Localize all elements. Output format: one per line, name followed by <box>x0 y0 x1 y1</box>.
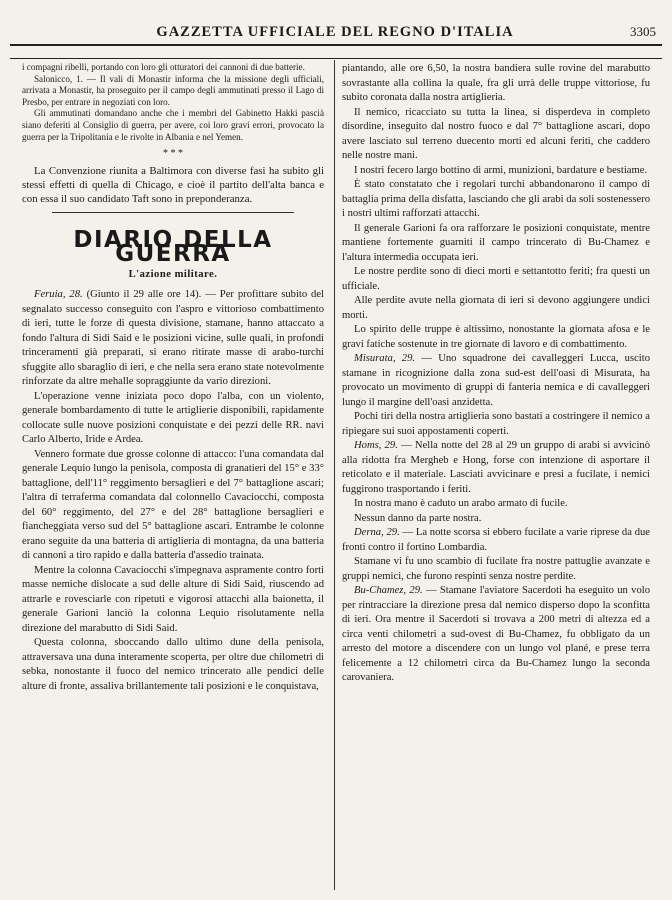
paragraph-text: È stato constatato che i regolari turchi abbandonarono il campo di battaglia prima della disfatta, lasciando che gli arabi da soli sostenessero i nostri ultimi rafforzati attacchi. <box>342 179 650 219</box>
paragraph-text: Le nostre perdite sono di dieci morti e settantotto feriti; fra questi un ufficiale. <box>342 266 650 292</box>
article-paragraph <box>342 497 650 512</box>
paragraph-text: I nostri fecero largo bottino di armi, munizioni, bardature e bestiame. <box>354 164 648 176</box>
paragraph-text: Il nemico, ricacciato su tutta la linea, si disperdeva in completo disordine, inseguito dal nostro fuoco e dal 7° battaglione ascari, dopo avere lasciato sul terreno duecento morti ed alcuni feriti, che caddero nelle nostre mani. <box>342 106 650 161</box>
header-rule-thin <box>10 58 662 59</box>
article-paragraph <box>342 410 650 439</box>
news-briefs <box>22 62 324 143</box>
article-paragraph <box>342 555 650 584</box>
article-paragraph <box>342 62 650 106</box>
column-divider <box>334 60 335 890</box>
subheading: L'azione militare. <box>128 268 218 280</box>
dateline: Misurata, 29. <box>354 353 416 364</box>
paragraph-text: In nostra mano è caduto un arabo armato di fucile. <box>354 498 568 509</box>
article-paragraph <box>342 526 650 555</box>
paragraph-text: Vennero formate due grosse colonne di attacco: l'una comandata dal generale Lequio lungo la penisola, composta di granatieri del 15° e 33° battaglione, dell'11° reggimento bersaglieri e del 7° battaglione ascari; l'altra di terraferma comandata dal colonnello Cavaciocchi, composta del 60° reggimento, del 27° e del 28° battaglione bersaglieri e fiancheggiata verso sud del 5° battaglione ascari. Entrambe le colonne erano seguite da una batteria di artiglieria di montagna, da una batteria di cannoni a tiro rapido e dalla batteria d'assedio trainata. <box>22 448 324 562</box>
dateline: Feruia, 28. <box>34 289 83 301</box>
section-title: DIARIO DELLA GUERRA <box>73 226 273 268</box>
article-paragraph <box>22 564 324 637</box>
article-paragraph <box>342 294 650 323</box>
paragraph-text: Il generale Garioni fa ora rafforzare le posizioni conquistate, mentre mantiene fortemente guarniti il campo trincerato di Bu-Chamez e l'altura intermedia occupata ieri. <box>342 222 650 263</box>
brief-paragraph: i compagni ribelli, portando con loro gli otturatori dei cannoni di due batterie. <box>22 62 305 72</box>
paragraph-text: — Uno squadrone dei cavalleggeri Lucca, uscito stamane in ricognizione dalla zona sud-est dell'oasi di Misurata, ha provocato un movimento di gruppi di fanteria nemica e di cavalleggeri lungo il margine dell'oasi anzidetta. <box>342 353 650 408</box>
paragraph-text: Alle perdite avute nella giornata di ieri si devono aggiungere undici morti. <box>342 295 650 321</box>
dateline: Homs, 29. <box>354 440 398 451</box>
section-divider <box>52 212 294 213</box>
paragraph-text: — La notte scorsa si ebbero fucilate a varie riprese da due fronti contro il fortino Lombardia. <box>342 527 650 553</box>
article-paragraph <box>342 439 650 497</box>
paragraph-text: (Giunto il 29 alle ore 14). — Per profittare subito del segnalato successo conseguito con l'aspro e vittorioso combattimento di ieri, tutte le forze di questa divisione, stamane, hanno attaccato a fondo l'altura di Sidi Said e le posizioni vicine, sulle quali, in profondi trinceramenti già preparati, si erano ritirate masse di arabo-turchi sfuggite allo sbaraglio di ieri, e che nella sera erano state notevolmente rinforzate da altre mehalle sopraggiunte da vario direzioni. <box>22 289 325 388</box>
article-paragraph <box>22 288 324 390</box>
page-header <box>10 20 660 42</box>
brief-paragraph: Salonicco, 1. — Il vali di Monastir informa che la missione degli ufficiali, arrivata a Monastir, ha proseguito per il campo degli ammutinati presso il Lago di Presbo, per entrare in negoziati con loro. <box>22 73 324 107</box>
article-paragraph <box>342 352 650 410</box>
convention-paragraph: La Convenzione riunita a Baltimora con diverse fasi ha subito gli stessi effetti di quella di Chicago, e cioè il partito dell'alta banca e con essa il suo candidato Taft sono in preponderanza. <box>22 164 324 205</box>
paragraph-text: Stamane vi fu uno scambio di fucilate fra nostre pattuglie avanzate e gruppi nemici, che furono respinti senza nostre perdite. <box>342 556 650 582</box>
paragraph-text: — Nella notte del 28 al 29 un gruppo di arabi si avvicinò alla ridotta fra Mergheb e Hong, forse con intenzione di asportare il reticolato e il materiale. Lasciati avvicinare e presi a fucilate, i nemici fuggirono trasportando i feriti. <box>342 440 651 495</box>
article-paragraph <box>342 512 650 527</box>
section-stars: * * * <box>163 148 183 160</box>
article-paragraph <box>342 106 650 164</box>
paragraph-text: Pochi tiri della nostra artiglieria sono bastati a costringere il nemico a ripiegare sui suoi appostamenti coperti. <box>342 411 650 437</box>
header-rule <box>10 44 662 46</box>
right-column <box>342 62 650 686</box>
paragraph-text: piantando, alle ore 6,50, la nostra bandiera sulle rovine del marabutto sovrastante alla collina la quale, fra gli urrà delle truppe vittoriose, fu subito coronata dalla nostra artiglieria. <box>342 63 650 103</box>
paragraph-text: — Stamane l'aviatore Sacerdoti ha eseguito un volo per rintracciare la direzione presa dal nemico disperso dopo la sconfitta di ieri. Ora mentre il Sacerdoti si trovava a 200 metri di altezza ed a circa venti chilometri a sud-ovest di Bu-Chamez, fu obbligato da un arresto del motore a discendere con un lungo vol plané, e prese terra felicemente a 12 chilometri circa da Bu-Chamez lungo la seconda carovaniera. <box>342 585 650 683</box>
left-column <box>22 62 324 694</box>
paragraph-text: Questa colonna, sboccando dallo ultimo dune della penisola, attraversava una duna interamente scoperta, per oltre due chilometri di sebka, nonostante il fuoco del nemico trincerato alle pendici delle alture di fronte, assaliva brillantemente tali posizioni e le conquistava, <box>22 637 324 692</box>
article-paragraph <box>342 164 650 179</box>
article-paragraph <box>342 178 650 222</box>
dateline: Bu-Chamez, 29. <box>354 585 423 596</box>
dateline: Derna, 29. <box>354 527 400 538</box>
paragraph-text: L'operazione venne iniziata poco dopo l'alba, con un violento, generale bombardamento di tutte le artiglierie disponibili, rapidamente collocate sulle nuove posizioni conquistate e dei pezzi delle RR. navi Carlo Alberto, Iride e Ardea. <box>22 390 324 446</box>
article-paragraph <box>342 265 650 294</box>
paragraph-text: Lo spirito delle truppe è altissimo, nonostante la giornata afosa e le gravi fatiche sostenute in tre giornate di lavoro e di combattimento. <box>342 324 650 350</box>
paragraph-text: Mentre la colonna Cavaciocchi s'impegnava aspramente contro forti masse nemiche dislocate a sud delle alture di Sidi Said, riuscendo ad attrarle e rovesciarle con ripetuti e vigorosi attacchi alla baionetta, il generale Garioni lanciò la colonna Lequio risolutamente nella direzione del marabutto di Sidi Said. <box>22 564 324 634</box>
article-paragraph <box>342 584 650 686</box>
article-paragraph <box>342 323 650 352</box>
page-number: 3305 <box>630 24 656 39</box>
paragraph-text: Nessun danno da parte nostra. <box>354 512 482 524</box>
article-paragraph <box>22 390 324 448</box>
newspaper-title: GAZZETTA UFFICIALE DEL REGNO D'ITALIA <box>156 24 514 40</box>
brief-paragraph: Gli ammutinati domandano anche che i membri del Gabinetto Hakki pascià siano deferiti al Consiglio di guerra, per avere, coi loro gravi errori, provocato la guerra per la Tripolitania e le rivolte in Albania e nel Yemen. <box>22 108 324 142</box>
article-paragraph <box>22 636 324 694</box>
article-paragraph <box>342 222 650 266</box>
article-paragraph <box>22 448 324 564</box>
